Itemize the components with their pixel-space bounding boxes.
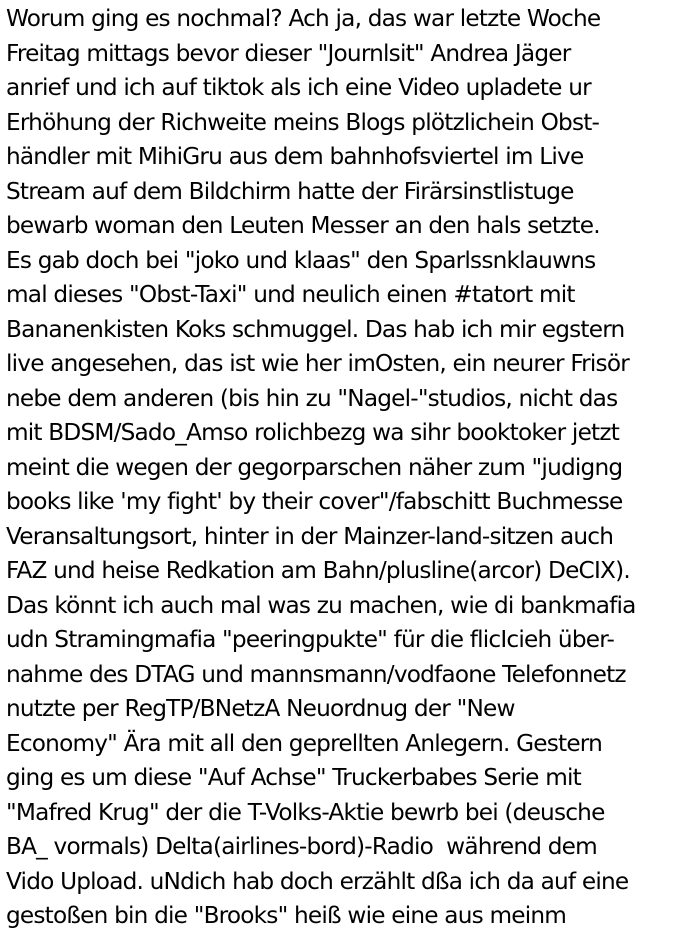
text-line: BA_ vormals) Delta(airlines-bord)-Radio während dem (6, 833, 597, 860)
text-line: FAZ und heise Redkation am Bahn/plusline(arcor) DeCIX). (6, 557, 630, 584)
text-line: Veransaltungsort, hinter in der Mainzer-land-sitzen auch (6, 522, 614, 550)
text-line: Stream auf dem Bildchirm hatte der Firärsinstlistuge (6, 177, 574, 205)
text-line: meint die wegen der gegorparschen näher zum "judigng (6, 453, 623, 481)
text-line: udn Stramingmafia "peeringpukte" für die flicIcieh über- (6, 626, 615, 653)
text-line: bewarb woman den Leuten Messer an den hals setzte. (6, 212, 600, 239)
text-line: anrief und ich auf tiktok als ich eine Video upladete ur (6, 74, 591, 101)
text-line: Das könnt ich auch mal was zu machen, wie di bankmafia (6, 591, 636, 619)
text-line: nebe dem anderen (bis hin zu "Nagel-"studios, nicht das (6, 384, 618, 412)
text-line: Erhöhung der Richweite meins Blogs plötzlichein Obst- (6, 108, 600, 136)
text-line: Economy" Ära mit all den geprellten Anlegern. Gestern (6, 729, 603, 757)
text-line: Vido Upload. uNdich hab doch erzählt dßa ich da auf eine (6, 867, 629, 895)
text-line: Bananenkisten Koks schmuggel. Das hab ich mir egstern (6, 315, 625, 343)
text-line: live angesehen, das ist wie her imOsten, ein neurer Frisör (6, 350, 629, 377)
text-line: books like 'my fight' by their cover"/fabschitt Buchmesse (6, 488, 623, 515)
document-body (6, 2, 682, 934)
text-line: Worum ging es nochmal? Ach ja, das war letzte Woche (6, 5, 601, 32)
text-line: mit BDSM/Sado_Amso rolichbezg wa sihr booktoker jetzt (6, 419, 619, 446)
text-line: gestoßen bin die "Brooks" heiß wie eine aus meinm (6, 902, 567, 929)
text-line: "Mafred Krug" der die T-Volks-Aktie bewrb bei (deusche (6, 798, 605, 826)
text-line: Es gab doch bei "joko und klaas" den Sparlssnklauwns (6, 246, 596, 274)
text-line: Freitag mittags bevor dieser "Journlsit" Andrea Jäger (6, 39, 571, 67)
text-line: nutzte per RegTP/BNetzA Neuordnug der "New (6, 695, 515, 722)
text-line: nahme des DTAG und mannsmann/vodfaone Telefonnetz (6, 660, 626, 688)
text-line: händler mit MihiGru aus dem bahnhofsviertel im Live (6, 143, 584, 170)
text-line: ging es um diese "Auf Achse" Truckerbabes Serie mit (6, 764, 581, 791)
text-line: mal dieses "Obst-Taxi" und neulich einen #tatort mit (6, 281, 575, 308)
